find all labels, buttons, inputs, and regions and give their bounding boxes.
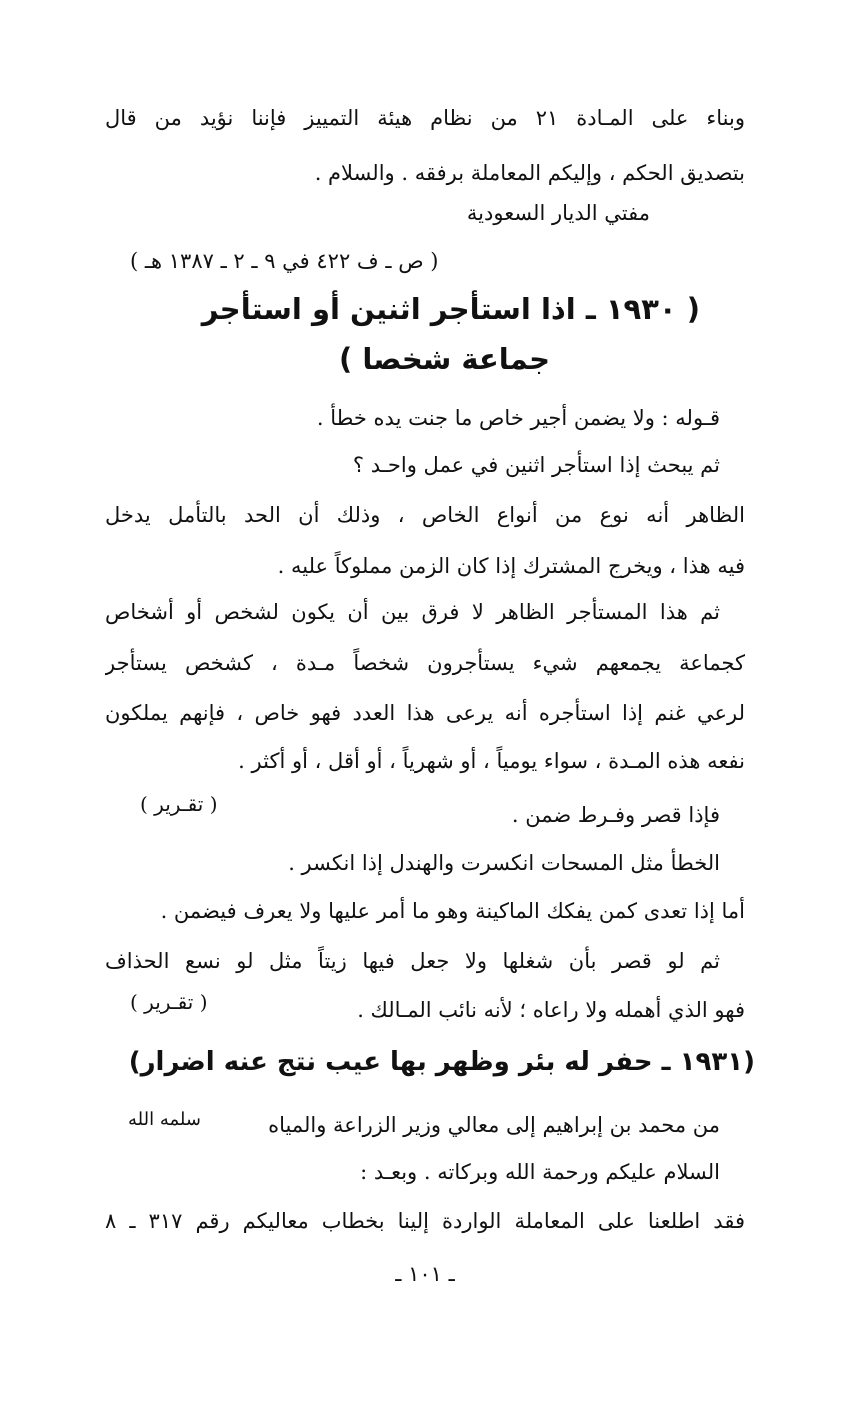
text-line: فيه هذا ، ويخرج المشترك إذا كان الزمن مملوكاً عليه . [277,554,745,578]
text-line: كجماعة يجمعهم شيء يستأجرون شخصاً مـدة ، كشخص يستأجر [105,651,745,675]
text-line: الظاهر أنه نوع من أنواع الخاص ، وذلك أن الحد بالتأمل يدخل [105,503,745,527]
section-heading-1930-cont: جماعة شخصا ) [339,342,550,376]
page-number: ـ ١٠١ ـ [395,1262,455,1286]
text-line: أما إذا تعدى كمن يفكك الماكينة وهو ما أمر عليها ولا يعرف فيضمن . [160,899,745,923]
text-line: من محمد بن إبراهيم إلى معالي وزير الزراعة والمياه [268,1113,720,1137]
text-line: ثم يبحث إذا استأجر اثنين في عمل واحـد ؟ [352,453,720,477]
section-heading-1930: ( ١٩٣٠ ـ اذا استأجر اثنين أو استأجر [201,292,700,326]
text-line: قـوله : ولا يضمن أجير خاص ما جنت يده خطأ . [316,406,720,430]
taqrir-label: ( تقـرير ) [130,990,208,1014]
text-line: فهو الذي أهمله ولا راعاه ؛ لأنه نائب المـالك . [357,998,745,1022]
reference: ( ص ـ ف ٤٢٢ في ٩ ـ ٢ ـ ١٣٨٧ هـ ) [130,249,439,273]
text-line: وبناء على المـادة ٢١ من نظام هيئة التمييز فإننا نؤيد من قال [105,106,745,130]
text-line: بتصديق الحكم ، وإليكم المعاملة برفقه . والسلام . [314,161,745,185]
salutation: سلمه الله [128,1109,201,1130]
text-line: لرعي غنم إذا استأجره أنه يرعى هذا العدد فهو خاص ، فإنهم يملكون [105,701,745,725]
taqrir-label: ( تقـرير ) [140,792,218,816]
section-heading-1931: (١٩٣١ ـ حفر له بئر وظهر بها عيب نتج عنه اضرار) [128,1047,755,1077]
signature: مفتي الديار السعودية [466,201,650,225]
text-line: فإذا قصر وفـرط ضمن . [511,803,720,827]
text-line: السلام عليكم ورحمة الله وبركاته . وبعـد : [360,1160,720,1184]
text-line: ثم لو قصر بأن شغلها ولا جعل فيها زيتاً مثل لو نسع الحذاف [105,949,720,973]
text-line: الخطأ مثل المسحات انكسرت والهندل إذا انكسر . [288,851,720,875]
text-line: فقد اطلعنا على المعاملة الواردة إلينا بخطاب معاليكم رقم ٣١٧ ـ ٨ [105,1209,745,1233]
text-line: ثم هذا المستأجر الظاهر لا فرق بين أن يكون لشخص أو أشخاص [105,600,720,624]
text-line: نفعه هذه المـدة ، سواء يومياً ، أو شهرياً ، أو أقل ، أو أكثر . [238,749,745,773]
